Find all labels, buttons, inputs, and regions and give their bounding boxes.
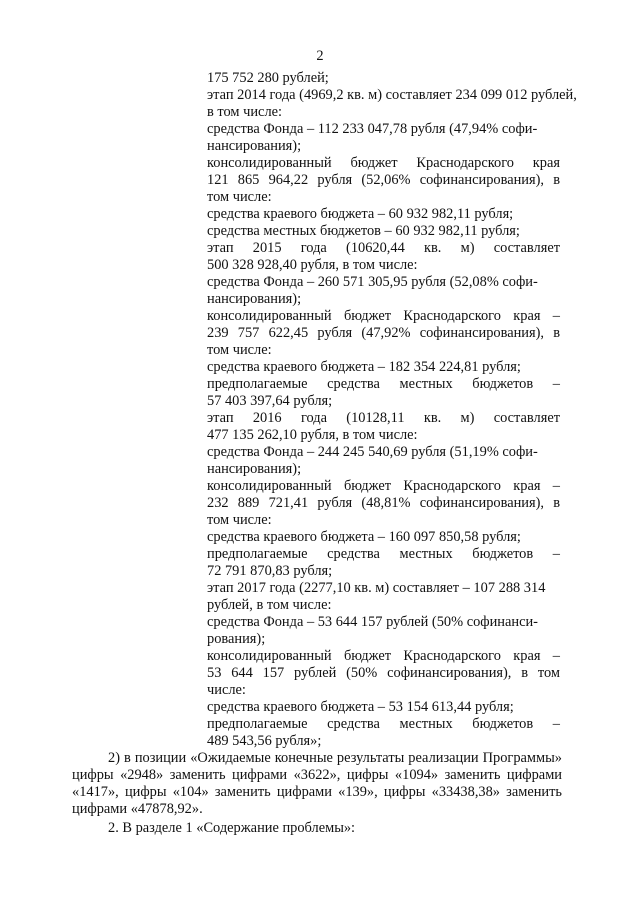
section-heading-line: 2. В разделе 1 «Содержание проблемы»: [108, 820, 356, 836]
text-line: 53 644 157 рублей (50% софинансирования), в том [207, 665, 560, 681]
text-line: консолидированный бюджет Краснодарского края – [207, 648, 560, 664]
text-line: консолидированный бюджет Краснодарского края – [207, 478, 560, 494]
text-line: нансирования); [207, 138, 302, 154]
text-line: 477 135 262,10 рубля, в том числе: [207, 427, 418, 443]
text-line: средства Фонда – 53 644 157 рублей (50% софинанси- [207, 614, 538, 630]
text-line: этап 2014 года (4969,2 кв. м) составляет 234 099 012 рублей, [207, 87, 577, 103]
text-line: средства Фонда – 244 245 540,69 рубля (51,19% софи- [207, 444, 538, 460]
text-line: 239 757 622,45 рубля (47,92% софинансирования), в [207, 325, 560, 341]
text-line: том числе: [207, 189, 272, 205]
text-line: рования); [207, 631, 266, 647]
text-line: 57 403 397,64 рубля; [207, 393, 333, 409]
text-line: консолидированный бюджет Краснодарского края – [207, 308, 560, 324]
text-line: 121 865 964,22 рубля (52,06% софинансирования), в [207, 172, 560, 188]
paragraph-line: цифрами «47878,92». [72, 801, 203, 817]
page-number: 2 [316, 48, 324, 64]
text-line: этап 2017 года (2277,10 кв. м) составляет – 107 288 314 [207, 580, 546, 596]
paragraph-line: цифры «2948» заменить цифрами «3622», цифры «1094» заменить цифрами [72, 767, 562, 783]
text-line: средства краевого бюджета – 60 932 982,11 рубля; [207, 206, 514, 222]
text-line: 500 328 928,40 рубля, в том числе: [207, 257, 418, 273]
text-line: средства Фонда – 112 233 047,78 рубля (47,94% софи- [207, 121, 538, 137]
text-line: консолидированный бюджет Краснодарского края [207, 155, 560, 171]
text-line: 72 791 870,83 рубля; [207, 563, 333, 579]
text-line: том числе: [207, 342, 272, 358]
text-line: этап 2016 года (10128,11 кв. м) составляет [207, 410, 560, 426]
text-line: 232 889 721,41 рубля (48,81% софинансирования), в [207, 495, 560, 511]
text-line: нансирования); [207, 291, 302, 307]
text-line: нансирования); [207, 461, 302, 477]
text-line: 175 752 280 рублей; [207, 70, 329, 86]
text-line: средства краевого бюджета – 182 354 224,81 рубля; [207, 359, 521, 375]
text-line: средства краевого бюджета – 160 097 850,58 рубля; [207, 529, 521, 545]
text-line: средства краевого бюджета – 53 154 613,44 рубля; [207, 699, 514, 715]
text-line: 489 543,56 рубля»; [207, 733, 322, 749]
paragraph-line: 2) в позиции «Ожидаемые конечные результаты реализации Программы» [108, 750, 562, 766]
paragraph-line: «1417», цифры «104» заменить цифрами «139», цифры «33438,38» заменить [72, 784, 562, 800]
text-line: рублей, в том числе: [207, 597, 332, 613]
text-line: средства местных бюджетов – 60 932 982,11 рубля; [207, 223, 520, 239]
text-line: средства Фонда – 260 571 305,95 рубля (52,08% софи- [207, 274, 538, 290]
text-line: том числе: [207, 512, 272, 528]
text-line: числе: [207, 682, 246, 698]
text-line: предполагаемые средства местных бюджетов – [207, 546, 560, 562]
text-line: предполагаемые средства местных бюджетов – [207, 376, 560, 392]
text-line: этап 2015 года (10620,44 кв. м) составляет [207, 240, 560, 256]
text-line: предполагаемые средства местных бюджетов – [207, 716, 560, 732]
text-line: в том числе: [207, 104, 283, 120]
